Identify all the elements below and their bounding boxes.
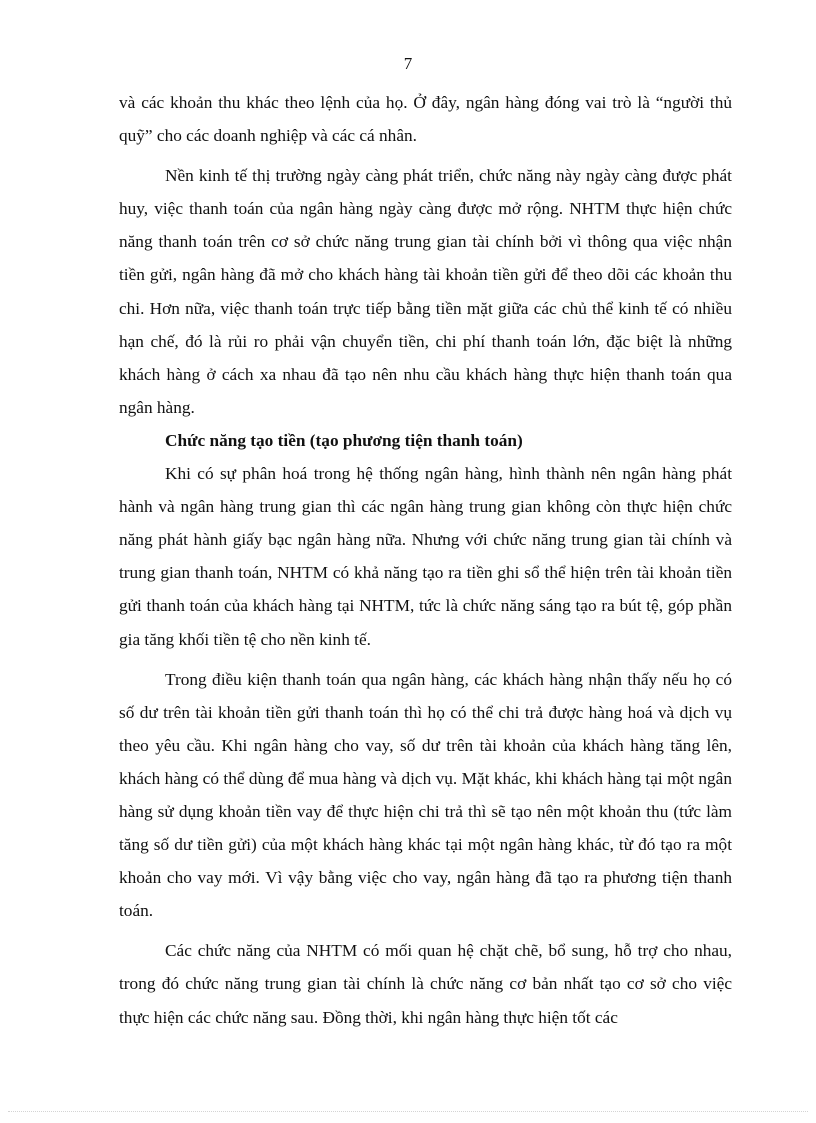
paragraph-money-creation: Khi có sự phân hoá trong hệ thống ngân hàng, hình thành nên ngân hàng phát hành và ngân hàng trung gian thì các ngân hàng trung gian không còn thực hiện chức năng phát hành giấy bạc ngân hàng nữa. Nhưng với chức năng trung gian tài chính và trung gian thanh toán, NHTM có khả năng tạo ra tiền ghi sổ thể hiện trên tài khoản tiền gửi thanh toán của khách hàng tại NHTM, tức là chức năng sáng tạo ra bút tệ, góp phần gia tăng khối tiền tệ cho nền kinh tế.	[119, 464, 732, 649]
page-bottom-border	[8, 1111, 808, 1112]
section-heading-money-creation: Chức năng tạo tiền (tạo phương tiện thanh toán)	[165, 430, 523, 450]
page-number: 7	[403, 54, 413, 73]
paragraph-functions-relationship: Các chức năng của NHTM có mối quan hệ chặt chẽ, bổ sung, hỗ trợ cho nhau, trong đó chức năng trung gian tài chính là chức năng cơ bản nhất tạo cơ sở cho việc thực hiện các chức năng sau. Đồng thời, khi ngân hàng thực hiện tốt các	[119, 941, 732, 1027]
paragraph-continuation: và các khoản thu khác theo lệnh của họ. Ở đây, ngân hàng đóng vai trò là “người thủ quỹ” cho các doanh nghiệp và các cá nhân.	[119, 93, 732, 146]
paragraph-bank-payment-conditions: Trong điều kiện thanh toán qua ngân hàng, các khách hàng nhận thấy nếu họ có số dư trên tài khoản tiền gửi thanh toán thì họ có thể chi trả được hàng hoá và dịch vụ theo yêu cầu. Khi ngân hàng cho vay, số dư trên tài khoản của khách hàng tăng lên, khách hàng có thể dùng để mua hàng và dịch vụ. Mặt khác, khi khách hàng tại một ngân hàng sử dụng khoản tiền vay để thực hiện chi trả thì sẽ tạo nên một khoản thu (tức làm tăng số dư tiền gửi) của một khách hàng khác tại một ngân hàng khác, từ đó tạo ra một khoản cho vay mới. Vì vậy bằng việc cho vay, ngân hàng đã tạo ra phương tiện thanh toán.	[119, 669, 732, 921]
paragraph-payment-function: Nền kinh tế thị trường ngày càng phát triển, chức năng này ngày càng được phát huy, việc thanh toán của ngân hàng ngày càng được mở rộng. NHTM thực hiện chức năng thanh toán trên cơ sở chức năng trung gian tài chính bởi vì thông qua việc nhận tiền gửi, ngân hàng đã mở cho khách hàng tài khoản tiền gửi để theo dõi các khoản thu chi. Hơn nữa, việc thanh toán trực tiếp bằng tiền mặt giữa các chủ thể kinh tế có nhiều hạn chế, đó là rủi ro phải vận chuyển tiền, chi phí thanh toán lớn, đặc biệt là những khách hàng ở cách xa nhau đã tạo nên nhu cầu khách hàng thực hiện thanh toán qua ngân hàng.	[119, 166, 732, 417]
body-text	[119, 86, 732, 1034]
